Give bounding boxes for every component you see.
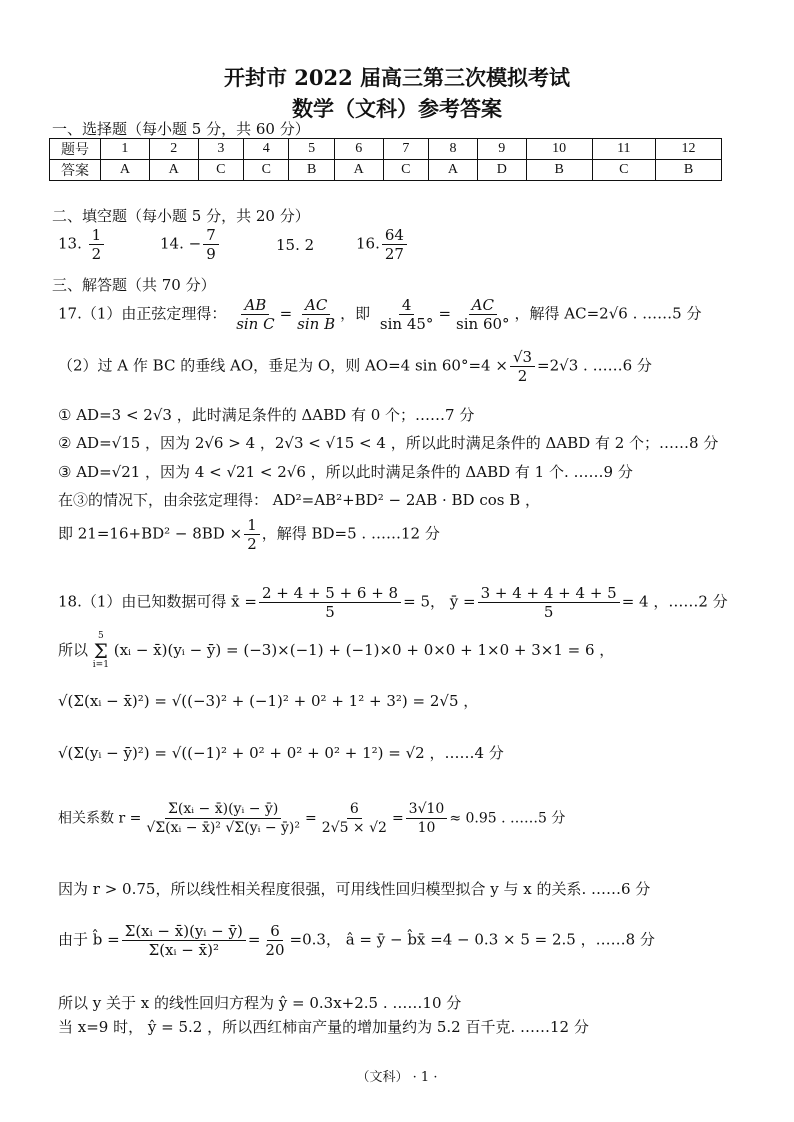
text: ，解得 AC=2√6 . ……5 分	[514, 304, 702, 323]
table-row-numbers	[50, 139, 722, 160]
denominator: sin 60°	[456, 315, 510, 333]
section-fill-heading: 二、填空题（每小题 5 分，共 20 分）	[52, 207, 310, 225]
sum-lower: i=1	[92, 660, 109, 670]
numerator: 64	[382, 226, 407, 245]
numerator: √3	[510, 348, 535, 367]
table-cell: A	[101, 160, 150, 181]
q18-line-9: 当 x=9 时， ŷ = 5.2 ，所以西红柿亩产量的增加量约为 5.2 百千克. ……12 分	[58, 1018, 589, 1036]
question-number: 16.	[356, 234, 380, 253]
numerator: 4	[399, 296, 415, 315]
text: (xᵢ − x̄)(yᵢ − ȳ) = (−3)×(−1) + (−1)×0 + 0×0 + 1×0 + 3×1 = 6 ，	[113, 641, 615, 659]
table-cell: 9	[477, 139, 526, 160]
table-cell: C	[198, 160, 243, 181]
numerator: 1	[89, 226, 105, 245]
q17-line-4: ② AD=√15 ，因为 2√6 > 4 ，2√3 < √15 < 4 ，所以此时满足条件的 ΔABD 有 2 个；……8 分	[58, 434, 719, 452]
fraction	[382, 226, 407, 263]
fraction	[262, 922, 287, 959]
numerator: AB	[241, 296, 269, 315]
text: ，解得 BD=5 . ……12 分	[261, 524, 440, 543]
q18-line-6: 因为 r > 0.75，所以线性相关程度很强，可用线性回归模型拟合 y 与 x 的关系. ……6 分	[58, 880, 651, 898]
table-cell: 12	[656, 139, 722, 160]
denominator: 2	[517, 367, 528, 385]
denominator: Σ(xᵢ − x̄)²	[148, 941, 219, 959]
q18-line-5: 相关系数 r = $\frac{\text{Σ(xᵢ − x̄)(yᵢ − ȳ)}}{\text{√Σ(xᵢ − x̄)² √Σ(yᵢ − ȳ)²}}$ = $\frac{6}{2√5 \times √2}$ = $\frac{3√10}{10}$ ≈ 0.95 . ……5 分	[58, 801, 566, 836]
denominator: 5	[543, 603, 554, 621]
text: 17.（1）由正弦定理得：	[58, 304, 227, 323]
denominator: sin C	[236, 315, 275, 333]
numerator: 2 + 4 + 5 + 6 + 8	[259, 584, 401, 603]
fraction	[294, 296, 338, 333]
q18-line-1	[58, 584, 728, 621]
numerator: 6	[347, 800, 362, 819]
question-number: 13.	[58, 234, 82, 253]
table-cell: C	[383, 160, 428, 181]
text: =0.3， â = ȳ − b̂x̄ =4 − 0.3 × 5 = 2.5 ，……8 分	[289, 930, 655, 949]
q18-line-2	[58, 632, 614, 670]
fraction	[478, 584, 620, 621]
table-cell: A	[334, 160, 383, 181]
fill-answer-14	[160, 226, 221, 263]
table-cell: 3	[198, 139, 243, 160]
text: 18.（1）由已知数据可得 x̄ =	[58, 592, 257, 611]
table-cell: A	[149, 160, 198, 181]
table-cell: 4	[244, 139, 289, 160]
denominator: sin B	[297, 315, 336, 333]
q17-line-1	[58, 296, 701, 333]
text: ≈ 0.95 . ……5 分	[449, 810, 566, 827]
table-header-answer: 答案	[50, 160, 101, 181]
q17-line-2	[58, 348, 652, 385]
denominator: 10	[417, 820, 436, 836]
table-cell: C	[244, 160, 289, 181]
fraction	[233, 296, 277, 333]
table-cell: 7	[383, 139, 428, 160]
question-number: 14.	[160, 234, 184, 253]
table-row-answers	[50, 160, 722, 181]
fill-answer-16	[356, 226, 409, 263]
text: =	[438, 304, 452, 323]
page-footer: （文科） · 1 ·	[356, 1070, 438, 1085]
page-subtitle: 数学（文科）参考答案	[292, 96, 502, 121]
fraction	[203, 226, 219, 263]
table-cell: B	[656, 160, 722, 181]
denominator: 2	[91, 245, 102, 263]
fraction	[377, 296, 437, 333]
sum-upper: 5	[98, 631, 104, 641]
numerator: AC	[302, 296, 330, 315]
denominator: sin 45°	[379, 315, 434, 333]
numerator: AC	[469, 296, 497, 315]
fill-answer-15: 15. 2	[276, 236, 315, 254]
text: 所以	[58, 641, 89, 659]
denominator: 2	[247, 535, 257, 553]
answer-table	[49, 138, 722, 181]
table-cell: B	[526, 160, 592, 181]
denominator: 20	[265, 941, 285, 959]
table-cell: 6	[334, 139, 383, 160]
q17-line-7	[58, 516, 440, 553]
numerator: 6	[267, 922, 283, 941]
sum-symbol: 5 Σ i=1	[92, 631, 109, 670]
denominator: 5	[325, 603, 335, 621]
table-cell: A	[429, 160, 478, 181]
fraction	[89, 226, 105, 263]
denominator: 27	[384, 245, 404, 263]
table-cell: 11	[592, 139, 656, 160]
q18-line-3: √(Σ(xᵢ − x̄)²) = √((−3)² + (−1)² + 0² + 1² + 3²) = 2√5 ，	[58, 692, 479, 710]
text: ，即	[340, 304, 371, 323]
table-cell: C	[592, 160, 656, 181]
fill-answer-13	[58, 226, 106, 263]
table-cell: 1	[101, 139, 150, 160]
fraction	[453, 296, 513, 333]
q18-line-4: √(Σ(yᵢ − ȳ)²) = √((−1)² + 0² + 0² + 0² + 1²) = √2 ，……4 分	[58, 744, 504, 762]
table-cell: 2	[149, 139, 198, 160]
numerator: 1	[244, 516, 260, 535]
q18-line-8: 所以 y 关于 x 的线性回归方程为 ŷ = 0.3x+2.5 . ……10 分	[58, 994, 462, 1012]
q17-line-6: 在③的情况下，由余弦定理得： AD²=AB²+BD² − 2AB · BD cos B ，	[58, 491, 541, 509]
numerator: 3 + 4 + 4 + 4 + 5	[478, 584, 620, 603]
table-cell: 8	[429, 139, 478, 160]
denominator: √Σ(xᵢ − x̄)² √Σ(yᵢ − ȳ)²	[146, 820, 300, 836]
fraction	[259, 584, 401, 621]
text: =2√3 . ……6 分	[537, 356, 652, 375]
minus-sign: −	[188, 234, 202, 253]
q18-line-7: 由于 b̂ = $\frac{\text{Σ(xᵢ − x̄)(yᵢ − ȳ)}}{\text{Σ(xᵢ − x̄)²}}$ = $\frac{6}{20}$ =0.3， â = ȳ − b̂x̄ =4 − 0.3 × 5 = 2.5 ，……8 分	[58, 922, 655, 959]
fraction	[244, 516, 260, 553]
text: 相关系数 r =	[58, 810, 142, 827]
fraction	[319, 800, 390, 837]
section-solution-heading: 三、解答题（共 70 分）	[52, 276, 216, 294]
fraction	[510, 348, 535, 385]
fraction	[143, 800, 303, 837]
denominator: 2√5 × √2	[321, 820, 387, 836]
text: = 4 ，……2 分	[621, 592, 728, 611]
q17-line-5: ③ AD=√21 ，因为 4 < √21 < 2√6 ，所以此时满足条件的 ΔABD 有 1 个. ……9 分	[58, 463, 633, 481]
page-title: 开封市 2022 届高三第三次模拟考试	[223, 65, 571, 90]
table-cell: B	[289, 160, 334, 181]
table-cell: 5	[289, 139, 334, 160]
section-choice-heading: 一、选择题（每小题 5 分，共 60 分）	[52, 120, 310, 138]
text: = 5， ȳ =	[403, 592, 476, 611]
text: =	[279, 304, 293, 323]
text: 由于 b̂ =	[58, 930, 120, 949]
table-header-number: 题号	[50, 139, 101, 160]
text: 即 21=16+BD² − 8BD ×	[58, 524, 243, 543]
table-cell: D	[477, 160, 526, 181]
numerator: 7	[203, 226, 219, 245]
fraction	[406, 800, 448, 837]
denominator: 9	[206, 245, 216, 263]
table-cell: 10	[526, 139, 592, 160]
fraction	[122, 922, 246, 959]
numerator: Σ(xᵢ − x̄)(yᵢ − ȳ)	[122, 922, 246, 941]
numerator: 3√10	[406, 800, 448, 819]
text: （2）过 A 作 BC 的垂线 AO，垂足为 O，则 AO=4 sin 60°=4 ×	[58, 356, 508, 375]
q17-line-3: ① AD=3 < 2√3 ，此时满足条件的 ΔABD 有 0 个；……7 分	[58, 406, 475, 424]
numerator: Σ(xᵢ − x̄)(yᵢ − ȳ)	[165, 800, 281, 819]
